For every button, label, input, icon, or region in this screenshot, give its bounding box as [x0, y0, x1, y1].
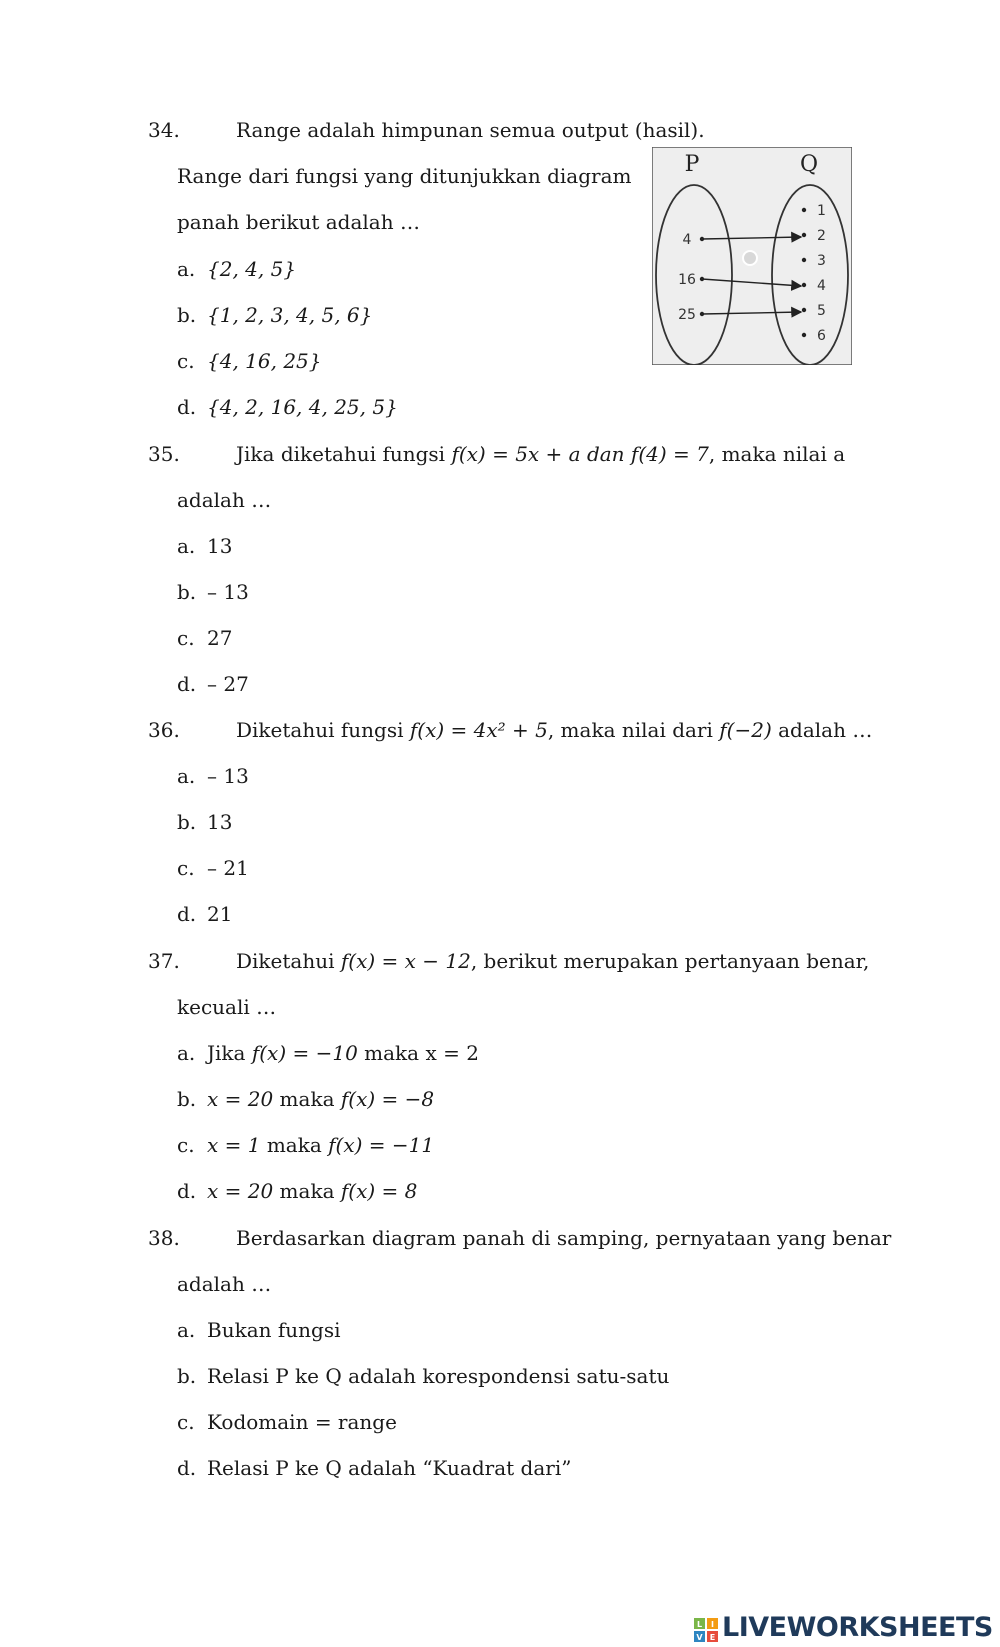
option-text: 27	[207, 626, 233, 650]
question-number: 35.	[148, 442, 180, 466]
math-expression: f(x) = x − 12	[340, 949, 471, 973]
option-c[interactable]	[177, 626, 232, 650]
text-part: Diketahui fungsi	[236, 718, 410, 742]
math-expression: x = 1	[207, 1133, 261, 1157]
text-part: , berikut merupakan pertanyaan benar,	[470, 949, 870, 973]
question-text	[236, 949, 869, 973]
option-d[interactable]	[177, 1179, 417, 1203]
question-text: Range adalah himpunan semua output (hasil).	[236, 118, 705, 142]
set-p-label: P	[684, 152, 700, 177]
option-letter: c.	[177, 1133, 195, 1157]
option-letter: b.	[177, 580, 197, 604]
question-text: Berdasarkan diagram panah di samping, pernyataan yang benar	[236, 1226, 892, 1250]
option-letter: d.	[177, 395, 197, 419]
option-c[interactable]	[177, 349, 322, 373]
arrow-diagram	[652, 147, 852, 365]
option-a[interactable]	[177, 534, 232, 558]
option-c[interactable]	[177, 1410, 397, 1434]
option-letter: c.	[177, 856, 195, 880]
option-letter: b.	[177, 1087, 197, 1111]
text-part: maka	[273, 1087, 341, 1111]
q-element: 4	[817, 278, 826, 294]
q-dot	[802, 208, 806, 212]
q-dot	[802, 308, 806, 312]
question-text-line: Range dari fungsi yang ditunjukkan diagram	[177, 164, 632, 188]
q-dot	[802, 333, 806, 337]
q-element: 5	[817, 303, 826, 319]
option-text: – 27	[207, 672, 249, 696]
text-part: maka	[273, 1179, 341, 1203]
q-element: 3	[817, 253, 826, 269]
text-part: adalah …	[771, 718, 873, 742]
option-d[interactable]	[177, 1456, 571, 1480]
option-d[interactable]	[177, 395, 398, 419]
text-part: maka x = 2	[357, 1041, 479, 1065]
option-d[interactable]	[177, 902, 232, 926]
brand-text: LIVEWORKSHEETS	[722, 1612, 993, 1643]
question-text	[236, 442, 845, 466]
option-text: Bukan fungsi	[207, 1318, 341, 1342]
q-element: 6	[817, 328, 826, 344]
option-text: Kodomain = range	[207, 1410, 397, 1434]
option-letter: d.	[177, 1456, 197, 1480]
question-text-line: panah berikut adalah …	[177, 210, 420, 234]
math-expression: x = 20	[207, 1179, 274, 1203]
option-letter: a.	[177, 534, 196, 558]
p-element: 16	[678, 272, 696, 288]
option-letter: a.	[177, 1041, 196, 1065]
question-text	[236, 718, 872, 742]
option-letter: c.	[177, 1410, 195, 1434]
p-element: 25	[678, 307, 696, 323]
q-dot	[802, 283, 806, 287]
question-text-line: kecuali …	[177, 995, 277, 1019]
option-letter: b.	[177, 303, 197, 327]
option-text: {1, 2, 3, 4, 5, 6}	[207, 303, 373, 327]
q-dot	[802, 233, 806, 237]
option-letter: d.	[177, 672, 197, 696]
option-text: {4, 2, 16, 4, 25, 5}	[207, 395, 398, 419]
option-letter: a.	[177, 764, 196, 788]
option-letter: d.	[177, 1179, 197, 1203]
text-part: Diketahui	[236, 949, 341, 973]
question-number: 34.	[148, 118, 180, 142]
math-expression: f(x) = −10	[251, 1041, 358, 1065]
option-letter: b.	[177, 1364, 197, 1388]
option-text: {4, 16, 25}	[207, 349, 322, 373]
text-part: Jika	[207, 1041, 252, 1065]
question-text-line: adalah …	[177, 488, 272, 512]
text-part: , maka nilai a	[708, 442, 846, 466]
q-element: 1	[817, 203, 826, 219]
liveworksheets-brand	[694, 1610, 994, 1646]
math-expression: f(−2)	[719, 718, 772, 742]
svg-text:V: V	[696, 1633, 703, 1642]
option-b[interactable]	[177, 810, 232, 834]
option-text: – 13	[207, 580, 249, 604]
option-d[interactable]	[177, 672, 249, 696]
option-letter: c.	[177, 349, 195, 373]
option-text: 13	[207, 534, 233, 558]
option-b[interactable]	[177, 1364, 669, 1388]
option-letter: d.	[177, 902, 197, 926]
option-c[interactable]	[177, 1133, 434, 1157]
math-expression: f(x) = −8	[340, 1087, 435, 1111]
question-text-line: adalah …	[177, 1272, 272, 1296]
liveworksheets-logo-icon	[694, 1618, 718, 1642]
option-text: 21	[207, 902, 233, 926]
text-part: , maka nilai dari	[547, 718, 720, 742]
option-a[interactable]	[177, 257, 296, 281]
option-text: Relasi P ke Q adalah korespondensi satu-satu	[207, 1364, 670, 1388]
q-element: 2	[817, 228, 826, 244]
math-expression: x = 20	[207, 1087, 274, 1111]
text-part: maka	[260, 1133, 329, 1157]
question-number: 36.	[148, 718, 180, 742]
option-text: {2, 4, 5}	[207, 257, 297, 281]
cursor-marker-icon	[743, 251, 757, 265]
option-text: – 21	[207, 856, 249, 880]
math-expression: f(x) = −11	[328, 1133, 435, 1157]
svg-text:L: L	[696, 1620, 703, 1629]
question-number: 37.	[148, 949, 180, 973]
math-expression: f(x) = 8	[340, 1179, 418, 1203]
option-text: – 13	[207, 764, 249, 788]
option-a[interactable]	[177, 764, 249, 788]
p-element: 4	[682, 232, 692, 248]
option-b[interactable]	[177, 1087, 434, 1111]
option-text: Relasi P ke Q adalah “Kuadrat dari”	[207, 1456, 572, 1480]
option-c[interactable]	[177, 856, 249, 880]
svg-text:I: I	[711, 1620, 714, 1629]
option-b[interactable]	[177, 303, 372, 327]
question-number: 38.	[148, 1226, 180, 1250]
q-dot	[802, 258, 806, 262]
math-expression: f(x) = 4x² + 5	[409, 718, 548, 742]
option-letter: b.	[177, 810, 197, 834]
set-q-label: Q	[799, 152, 819, 177]
option-a[interactable]	[177, 1041, 479, 1065]
option-letter: c.	[177, 626, 195, 650]
text-part: Jika diketahui fungsi	[236, 442, 452, 466]
option-a[interactable]	[177, 1318, 341, 1342]
svg-text:E: E	[709, 1633, 716, 1642]
option-letter: a.	[177, 257, 196, 281]
option-letter: a.	[177, 1318, 196, 1342]
option-b[interactable]	[177, 580, 249, 604]
option-text: 13	[207, 810, 233, 834]
math-expression: f(x) = 5x + a dan f(4) = 7	[451, 442, 709, 466]
